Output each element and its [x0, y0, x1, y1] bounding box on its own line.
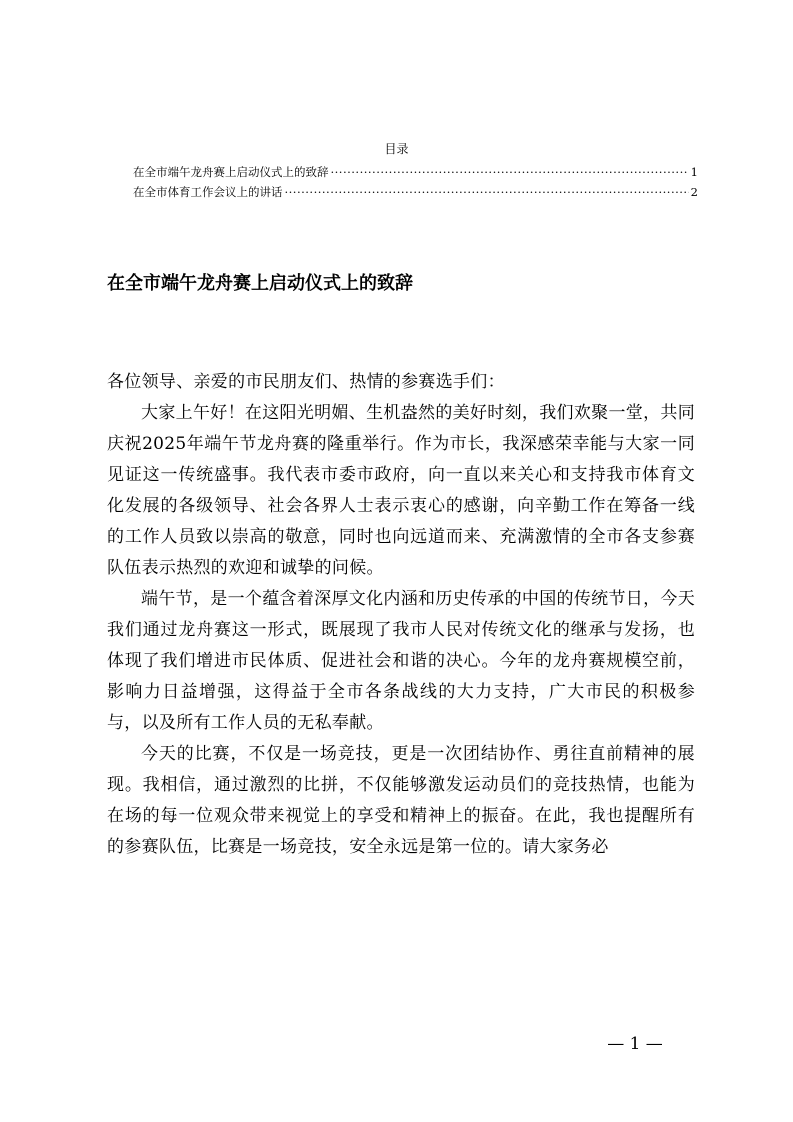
toc-leader-dots — [285, 180, 689, 198]
body-paragraph: 今天的比赛，不仅是一场竞技，更是一次团结协作、勇往直前精神的展现。我相信，通过激烈的比拼，不仅能够激发运动员们的竞技热情，也能为在场的每一位观众带来视觉上的享受和精神上的振奋。在此，我也提醒所有的参赛队伍，比赛是一场竞技，安全永远是第一位的。请大家务必 — [107, 744, 695, 857]
document-title: 在全市端午龙舟赛上启动仪式上的致辞 — [107, 273, 413, 294]
body-paragraph: 端午节，是一个蕴含着深厚文化内涵和历史传承的中国的传统节日，今天我们通过龙舟赛这一形式，既展现了我市人民对传统文化的继承与发扬，也体现了我们增进市民体质、促进社会和谐的决心。今年的龙舟赛规模空前，影响力日益增强，这得益于全市各条战线的大力支持，广大市民的积极参与，以及所有工作人员的无私奉献。 — [107, 589, 695, 733]
toc-entry-label: 在全市端午龙舟赛上启动仪式上的致辞 — [133, 165, 329, 179]
toc-entry-page: 1 — [690, 165, 698, 179]
toc-leader-dots — [331, 160, 689, 178]
toc-title: 目录 — [384, 142, 409, 156]
toc-entry[interactable] — [133, 163, 698, 181]
body-paragraph: 大家上午好！在这阳光明媚、生机盎然的美好时刻，我们欢聚一堂，共同庆祝2025年端午节龙舟赛的隆重举行。作为市长，我深感荣幸能与大家一同见证这一传统盛事。我代表市委市政府，向一直以来关心和支持我市体育文化发展的各级领导、社会各界人士表示衷心的感谢，向辛勤工作在筹备一线的工作人员致以崇高的敬意，同时也向远道而来、充满激情的全市各支参赛队伍表示热烈的欢迎和诚挚的问候。 — [107, 403, 695, 578]
toc-entry-page: 2 — [690, 185, 698, 199]
toc-entry[interactable] — [133, 183, 698, 201]
page-number: — 1 — — [607, 1034, 663, 1054]
toc-entry-label: 在全市体育工作会议上的讲话 — [133, 185, 283, 199]
greeting-line: 各位领导、亲爱的市民朋友们、热情的参赛选手们： — [107, 372, 505, 392]
document-body — [107, 367, 695, 863]
